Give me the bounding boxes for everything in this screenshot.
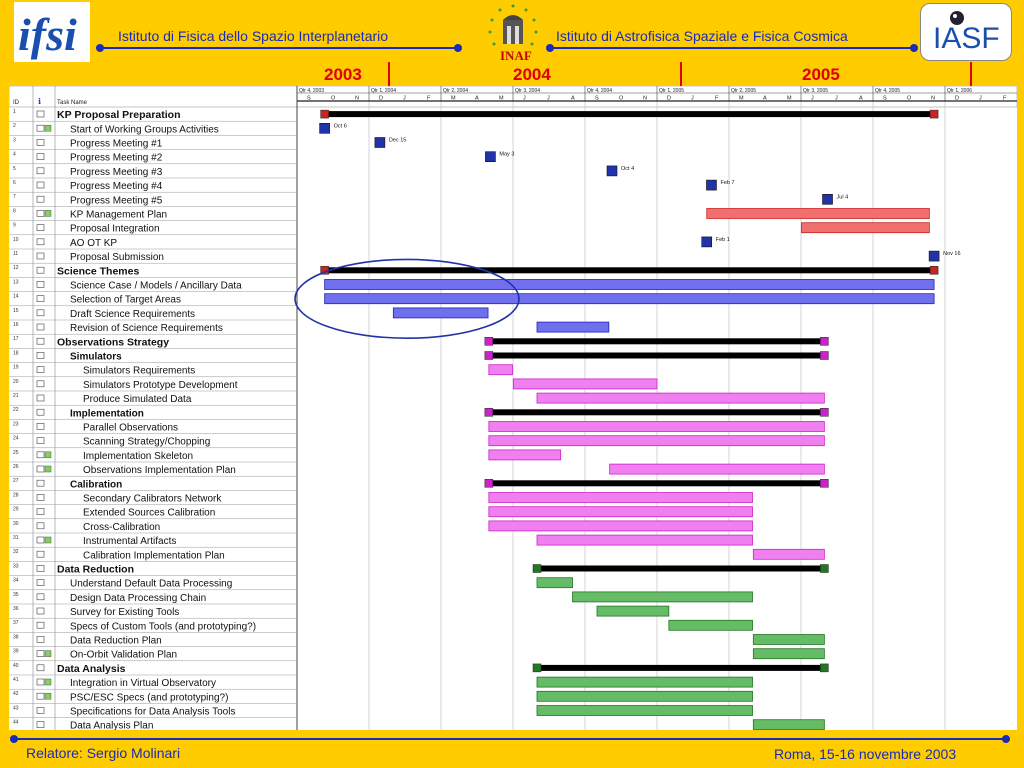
task-bar — [513, 379, 657, 389]
calendar-icon — [37, 551, 44, 557]
summary-start-marker — [533, 664, 541, 672]
month-label: O — [331, 95, 336, 102]
header-line-2 — [550, 47, 914, 49]
task-name: Science Themes — [57, 265, 140, 278]
task-id: 41 — [13, 677, 19, 683]
calendar-icon — [37, 480, 44, 486]
task-id: 36 — [13, 606, 19, 612]
summary-bar — [489, 409, 825, 415]
month-label: O — [619, 95, 624, 102]
ifsi-logo-art — [14, 2, 90, 62]
calendar-icon — [37, 523, 44, 529]
month-label: M — [499, 95, 504, 102]
task-name: Calibration — [70, 479, 123, 491]
calendar-icon — [37, 253, 44, 259]
calendar-icon — [37, 296, 44, 302]
milestone-label: Dec 15 — [388, 137, 407, 144]
summary-end-marker — [820, 479, 828, 487]
task-id: 34 — [13, 577, 19, 584]
task-id: 14 — [13, 293, 19, 300]
quarter-label: Qtr 1, 2005 — [659, 88, 685, 94]
header-line-1 — [100, 47, 460, 49]
milestone-label: Jul 4 — [836, 194, 849, 201]
summary-start-marker — [485, 408, 493, 416]
task-id: 4 — [13, 151, 16, 158]
iasf-logo-art — [921, 4, 1011, 60]
summary-end-marker — [820, 408, 828, 416]
summary-start-marker — [533, 565, 541, 573]
year-label-2003: 2003 — [324, 65, 362, 84]
calendar-icon — [37, 608, 44, 614]
notes-icon — [45, 679, 51, 685]
calendar-icon — [37, 580, 44, 586]
task-name: Secondary Calibrators Network — [83, 493, 222, 505]
milestone-marker — [375, 138, 385, 148]
month-label: M — [787, 95, 792, 102]
task-name: Simulators Requirements — [83, 365, 196, 377]
calendar-icon — [37, 168, 44, 174]
task-id: 11 — [13, 251, 19, 257]
task-bar — [325, 280, 934, 290]
month-label: A — [859, 95, 863, 102]
calendar-icon — [37, 395, 44, 401]
month-label: F — [715, 95, 719, 102]
quarter-label: Qtr 1, 2006 — [947, 88, 973, 94]
calendar-icon — [37, 651, 44, 657]
task-name: Draft Science Requirements — [70, 308, 196, 320]
quarter-label: Qtr 2, 2005 — [731, 88, 757, 94]
calendar-icon — [37, 509, 44, 515]
milestone-label: Oct 6 — [333, 123, 347, 130]
task-bar — [489, 365, 513, 375]
iasf-logo-text: IASF — [933, 22, 1000, 55]
task-name: PSC/ESC Specs (and prototyping?) — [70, 692, 229, 704]
task-name: Data Reduction Plan — [70, 635, 162, 647]
task-name: Observations Implementation Plan — [83, 465, 236, 477]
task-bar — [537, 393, 824, 403]
calendar-icon — [37, 367, 44, 373]
task-name: Data Reduction — [57, 563, 135, 576]
quarter-label: Qtr 4, 2003 — [299, 88, 325, 94]
month-label: J — [835, 95, 838, 102]
task-name: Specs of Custom Tools (and prototyping?) — [70, 621, 257, 633]
footer-dot-right — [1002, 735, 1010, 743]
task-id: 7 — [13, 194, 16, 201]
milestone-marker — [706, 180, 716, 190]
month-label: F — [1003, 95, 1007, 102]
year-label-2004: 2004 — [513, 65, 551, 84]
calendar-icon — [37, 636, 44, 642]
task-bar — [669, 620, 753, 630]
month-label: N — [643, 95, 647, 102]
calendar-icon — [37, 225, 44, 231]
task-id: 16 — [13, 322, 19, 328]
calendar-icon — [37, 352, 44, 358]
quarter-label: Qtr 4, 2005 — [875, 88, 901, 94]
task-bar — [801, 223, 929, 233]
milestone-marker — [929, 251, 939, 261]
calendar-icon — [37, 154, 44, 160]
calendar-icon — [37, 466, 44, 472]
ifsi-logo-text: ifsi — [18, 9, 77, 60]
calendar-icon — [37, 409, 44, 415]
notes-icon — [45, 125, 51, 131]
month-label: A — [475, 95, 479, 102]
header-dot-4 — [910, 44, 918, 52]
task-id: 26 — [13, 464, 19, 470]
task-id: 31 — [13, 535, 19, 541]
gantt-chart-frame — [9, 86, 1017, 730]
task-id: 1 — [13, 109, 16, 115]
task-name: Progress Meeting #3 — [70, 166, 163, 178]
task-id: 40 — [13, 662, 19, 669]
task-bar — [489, 450, 561, 460]
summary-end-marker — [820, 352, 828, 360]
milestone-marker — [823, 194, 833, 204]
quarter-label: Qtr 3, 2004 — [515, 88, 541, 94]
task-name: AO OT KP — [70, 237, 118, 249]
task-id: 24 — [13, 435, 19, 442]
task-bar — [753, 720, 824, 730]
year-tick-3 — [970, 62, 972, 86]
calendar-icon — [37, 210, 44, 216]
task-name: Design Data Processing Chain — [70, 592, 207, 604]
task-id: 8 — [13, 208, 16, 215]
month-label: F — [427, 95, 431, 102]
task-bar — [537, 706, 753, 716]
calendar-icon — [37, 665, 44, 671]
calendar-icon — [37, 622, 44, 628]
summary-start-marker — [321, 110, 329, 118]
summary-end-marker — [930, 266, 938, 274]
summary-start-marker — [485, 352, 493, 360]
task-id: 35 — [13, 591, 19, 598]
task-id: 22 — [13, 407, 19, 414]
summary-bar — [537, 566, 824, 572]
month-label: N — [931, 95, 935, 102]
summary-start-marker — [485, 337, 493, 345]
calendar-icon — [37, 438, 44, 444]
month-label: O — [907, 95, 912, 102]
summary-bar — [489, 353, 825, 359]
column-header-task-name: Task Name — [57, 100, 88, 106]
milestone-marker — [485, 152, 495, 162]
task-name: Integration in Virtual Observatory — [70, 678, 217, 690]
header-dot-2 — [454, 44, 462, 52]
info-icon: ℹ — [38, 97, 42, 106]
task-id: 18 — [13, 350, 19, 357]
task-id: 32 — [13, 549, 19, 556]
milestone-label: Oct 4 — [621, 165, 635, 172]
calendar-icon — [37, 182, 44, 188]
notes-icon — [45, 651, 51, 657]
task-bar — [537, 578, 573, 588]
summary-end-marker — [820, 664, 828, 672]
summary-end-marker — [930, 110, 938, 118]
calendar-icon — [37, 381, 44, 387]
year-label-2005: 2005 — [802, 65, 840, 84]
task-bar — [537, 535, 753, 545]
task-id: 6 — [13, 180, 16, 186]
calendar-icon — [37, 693, 44, 699]
right-institute-title: Istituto di Astrofisica Spaziale e Fisica Cosmica — [556, 28, 848, 44]
task-name: Data Analysis — [57, 662, 126, 675]
month-label: S — [307, 95, 311, 102]
iasf-logo — [920, 3, 1012, 61]
task-id: 15 — [13, 307, 19, 314]
milestone-label: Feb 1 — [715, 236, 730, 243]
summary-end-marker — [820, 337, 828, 345]
milestone-label: May 3 — [499, 151, 515, 158]
calendar-icon — [37, 452, 44, 458]
month-label: M — [739, 95, 744, 102]
month-label: D — [667, 95, 671, 102]
task-bar — [489, 422, 825, 432]
task-name: Implementation — [70, 408, 144, 420]
month-label: J — [523, 95, 526, 102]
calendar-icon — [37, 324, 44, 330]
calendar-icon — [37, 310, 44, 316]
milestone-label: Feb 7 — [720, 180, 735, 187]
month-label: A — [571, 95, 575, 102]
inaf-logo — [478, 2, 548, 64]
task-id: 23 — [13, 421, 19, 428]
month-label: A — [763, 95, 767, 102]
task-id: 39 — [13, 648, 19, 655]
task-name: Proposal Submission — [70, 252, 164, 264]
summary-bar — [537, 665, 824, 671]
task-name: Specifications for Data Analysis Tools — [70, 706, 236, 718]
task-bar — [573, 592, 753, 602]
task-bar — [489, 436, 825, 446]
quarter-label: Qtr 3, 2005 — [803, 88, 829, 94]
task-id: 28 — [13, 492, 19, 499]
task-id: 10 — [13, 236, 19, 243]
calendar-icon — [37, 537, 44, 543]
month-label: N — [355, 95, 359, 102]
task-id: 20 — [13, 378, 19, 385]
ifsi-logo — [14, 2, 90, 62]
task-id: 2 — [13, 123, 16, 130]
task-name: Progress Meeting #1 — [70, 138, 163, 150]
task-bar — [610, 464, 825, 474]
task-name: Progress Meeting #5 — [70, 195, 163, 207]
month-label: J — [811, 95, 814, 102]
task-id: 3 — [13, 137, 16, 144]
task-id: 33 — [13, 563, 19, 570]
task-name: Observations Strategy — [57, 336, 170, 349]
task-name: Selection of Target Areas — [70, 294, 181, 306]
footer-speaker: Relatore: Sergio Molinari — [26, 745, 181, 761]
task-name: Progress Meeting #2 — [70, 152, 163, 164]
calendar-icon — [37, 196, 44, 202]
month-label: M — [451, 95, 456, 102]
task-name: Calibration Implementation Plan — [83, 550, 225, 562]
task-bar — [537, 691, 753, 701]
calendar-icon — [37, 565, 44, 571]
task-name: Simulators — [70, 351, 122, 363]
milestone-marker — [702, 237, 712, 247]
calendar-icon — [37, 139, 44, 145]
month-label: J — [403, 95, 406, 102]
gantt-chart — [9, 86, 1017, 730]
footer-line — [14, 738, 1008, 740]
task-name: Data Analysis Plan — [70, 720, 154, 730]
calendar-icon — [37, 722, 44, 728]
task-name: Start of Working Groups Activities — [70, 124, 219, 136]
task-id: 5 — [13, 165, 16, 172]
task-id: 13 — [13, 279, 19, 286]
month-label: S — [883, 95, 887, 102]
task-bar — [325, 294, 934, 304]
milestone-marker — [607, 166, 617, 176]
task-id: 17 — [13, 336, 19, 343]
notes-icon — [45, 452, 51, 458]
task-bar — [753, 649, 824, 659]
calendar-icon — [37, 423, 44, 429]
task-name: Simulators Prototype Development — [83, 379, 238, 391]
milestone-marker — [320, 123, 330, 133]
task-id: 44 — [13, 719, 19, 726]
task-bar — [489, 507, 753, 517]
task-name: Implementation Skeleton — [83, 450, 194, 462]
year-tick-2 — [680, 62, 682, 86]
milestone-label: Nov 16 — [943, 251, 961, 258]
task-id: 21 — [13, 393, 19, 399]
month-label: J — [547, 95, 550, 102]
month-label: D — [955, 95, 959, 102]
task-id: 30 — [13, 520, 19, 527]
task-id: 42 — [13, 691, 19, 698]
summary-start-marker — [485, 479, 493, 487]
task-id: 19 — [13, 364, 19, 371]
quarter-label: Qtr 4, 2004 — [587, 88, 613, 94]
task-name: KP Management Plan — [70, 209, 168, 221]
summary-end-marker — [820, 565, 828, 573]
notes-icon — [45, 693, 51, 699]
task-name: On-Orbit Validation Plan — [70, 649, 178, 661]
notes-icon — [45, 210, 51, 216]
task-name: Produce Simulated Data — [83, 394, 192, 406]
task-name: Scanning Strategy/Chopping — [83, 436, 211, 448]
task-name: Survey for Existing Tools — [70, 607, 180, 619]
task-name: Science Case / Models / Ancillary Data — [70, 280, 242, 292]
year-tick-1 — [388, 62, 390, 86]
task-bar — [753, 549, 824, 559]
calendar-icon — [37, 281, 44, 287]
task-bar — [753, 635, 824, 645]
calendar-icon — [37, 494, 44, 500]
quarter-label: Qtr 1, 2004 — [371, 88, 397, 94]
month-label: S — [595, 95, 599, 102]
task-id: 29 — [13, 506, 19, 513]
calendar-icon — [37, 707, 44, 713]
summary-bar — [325, 267, 934, 273]
task-name: Revision of Science Requirements — [70, 323, 223, 335]
task-name: Parallel Observations — [83, 422, 179, 434]
task-bar — [489, 493, 753, 503]
notes-icon — [45, 537, 51, 543]
task-bar — [537, 322, 609, 332]
task-name: Cross-Calibration — [83, 521, 161, 533]
summary-bar — [489, 338, 825, 344]
notes-icon — [45, 466, 51, 472]
task-name: Proposal Integration — [70, 223, 160, 235]
task-id: 25 — [13, 449, 19, 456]
month-label: J — [691, 95, 694, 102]
task-id: 38 — [13, 634, 19, 641]
task-id: 9 — [13, 222, 16, 229]
calendar-icon — [37, 267, 44, 273]
task-name: Understand Default Data Processing — [70, 578, 233, 590]
task-name: KP Proposal Preparation — [57, 109, 181, 122]
task-name: Progress Meeting #4 — [70, 181, 163, 193]
task-id: 12 — [13, 265, 19, 272]
task-bar — [393, 308, 488, 318]
task-bar — [489, 521, 753, 531]
inaf-logo-art — [478, 2, 548, 64]
summary-bar — [325, 111, 934, 117]
summary-bar — [489, 480, 825, 486]
left-institute-title: Istituto di Fisica dello Spazio Interplanetario — [118, 28, 389, 44]
task-id: 43 — [13, 705, 19, 712]
month-label: J — [979, 95, 982, 102]
inaf-logo-text: INAF — [500, 48, 532, 63]
footer-place-date: Roma, 15-16 novembre 2003 — [774, 746, 957, 762]
quarter-label: Qtr 2, 2004 — [443, 88, 469, 94]
task-bar — [707, 209, 930, 219]
calendar-icon — [37, 125, 44, 131]
task-id: 37 — [13, 620, 19, 627]
column-header-id: ID — [13, 100, 19, 106]
task-id: 27 — [13, 478, 19, 485]
task-name: Extended Sources Calibration — [83, 507, 216, 519]
month-label: D — [379, 95, 383, 102]
calendar-icon — [37, 111, 44, 117]
calendar-icon — [37, 679, 44, 685]
task-name: Instrumental Artifacts — [83, 536, 177, 548]
task-bar — [537, 677, 753, 687]
calendar-icon — [37, 338, 44, 344]
calendar-icon — [37, 594, 44, 600]
task-bar — [597, 606, 669, 616]
calendar-icon — [37, 239, 44, 245]
